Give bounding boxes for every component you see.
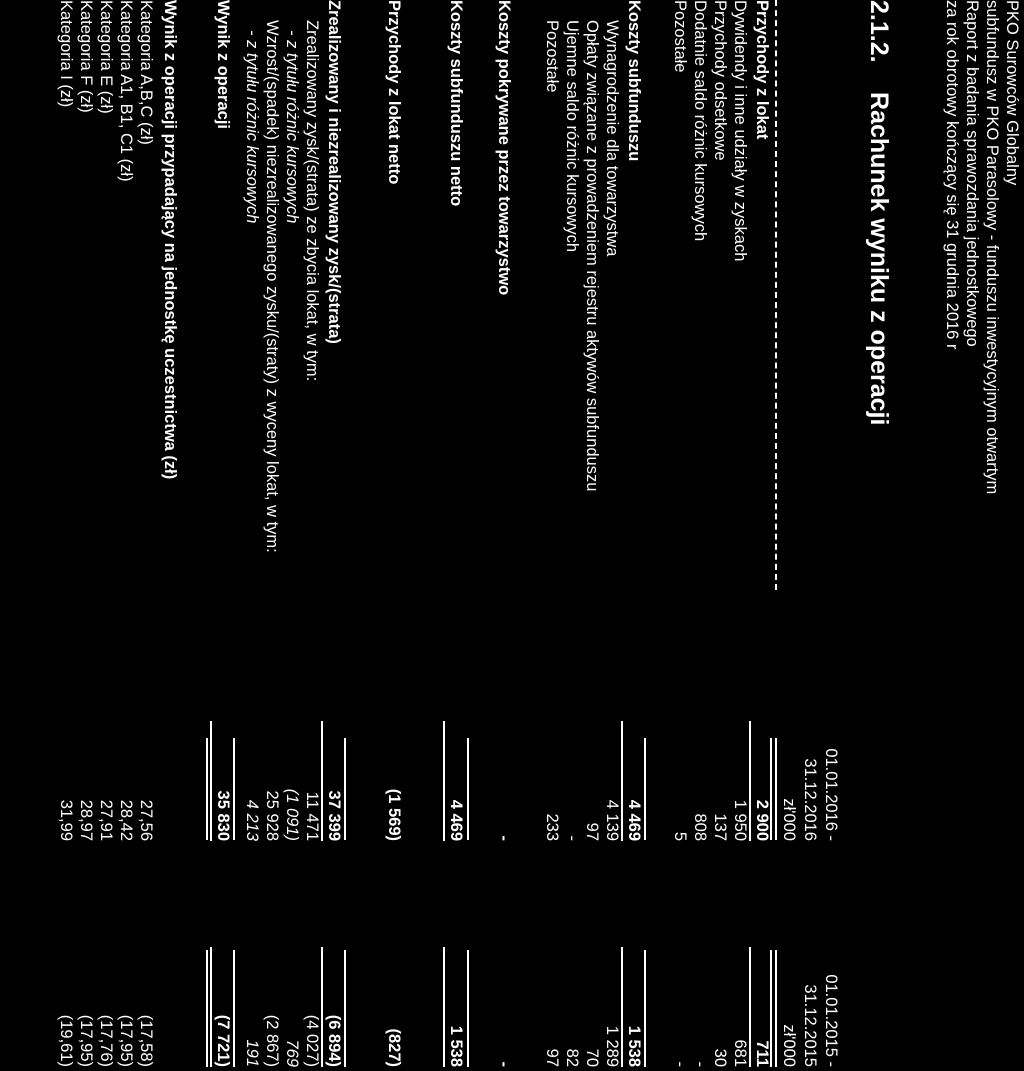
fund-name: PKO Surowców Globalny — [1003, 0, 1021, 186]
row-label: Kategoria A1, B1, C1 (zł) — [117, 0, 135, 182]
col1-header-rule — [775, 738, 777, 840]
value-2016: 97 — [583, 822, 601, 841]
value-2016: 233 — [543, 813, 561, 841]
col2-rule-net-costs — [467, 950, 469, 1067]
table-row — [751, 0, 773, 1071]
value-2016: 5 — [671, 831, 689, 841]
value-2015: 681 — [731, 1039, 749, 1067]
value-2015: (17,76) — [97, 1014, 115, 1067]
value-2016: (1 091) — [283, 788, 301, 841]
value-2015: 1 538 — [621, 947, 645, 1067]
value-2016: 4 213 — [243, 799, 261, 841]
row-label: Opłaty związane z prowadzeniem rejestru aktywów subfunduszu — [583, 20, 601, 492]
row-label: Dywidendy i inne udziały w zyskach — [731, 0, 749, 262]
value-2016: - — [563, 835, 581, 841]
table-row — [689, 0, 711, 1071]
value-2015: - — [495, 1061, 513, 1067]
col2-date-to: 31.12.2015 — [801, 984, 819, 1067]
table-row — [709, 0, 731, 1071]
value-2016: 808 — [691, 813, 709, 841]
row-label: Przychody odsetkowe — [711, 0, 729, 161]
row-label: Koszty pokrywane przez towarzystwo — [495, 0, 513, 296]
row-label: Dodatnie saldo różnic kursowych — [691, 0, 709, 242]
value-2015: 1 538 — [443, 947, 467, 1067]
table-row — [261, 0, 283, 1071]
value-2015: (17,95) — [77, 1014, 95, 1067]
value-2016: 137 — [711, 813, 729, 841]
row-label: Wynagrodzenie dla towarzystwa — [603, 20, 621, 257]
table-row — [281, 0, 303, 1071]
col1-double-rule — [206, 738, 208, 840]
value-2015: (827) — [385, 1028, 403, 1067]
column-header-2015 — [778, 947, 841, 1067]
table-row — [623, 0, 645, 1071]
value-2016: 27,91 — [97, 799, 115, 841]
value-2016: 28,97 — [77, 799, 95, 841]
table-row — [159, 0, 181, 1071]
report-period: za rok obrotowy kończący się 31 grudnia 2016 r — [943, 0, 961, 350]
row-label: Koszty subfunduszu — [625, 0, 643, 162]
table-row — [669, 0, 691, 1071]
value-2015: 30 — [711, 1048, 729, 1067]
table-row — [601, 0, 623, 1071]
value-2016: 11 471 — [303, 791, 321, 841]
col2-double-rule — [206, 950, 208, 1067]
row-label: Przychody z lokat — [753, 0, 771, 140]
row-label: Zrealizowany i niezrealizowany zysk/(strata) — [325, 0, 343, 344]
header-separator — [775, 0, 777, 590]
value-2016: 27,56 — [137, 799, 155, 841]
row-label: Pozostałe — [543, 20, 561, 93]
value-2015: 1 289 — [603, 1025, 621, 1067]
row-label: - z tytułu różnic kursowych — [283, 30, 301, 224]
table-row — [95, 0, 117, 1071]
table-row — [75, 0, 97, 1071]
col1-date-to: 31.12.2016 — [801, 758, 819, 841]
row-label: - z tytułu różnic kursowych — [243, 30, 261, 224]
table-row — [135, 0, 157, 1071]
value-2015: (2 867) — [263, 1014, 281, 1067]
column-header-2016 — [778, 721, 841, 841]
value-2015: (19,61) — [57, 1014, 75, 1067]
table-row — [729, 0, 751, 1071]
table-row — [383, 0, 405, 1071]
value-2015: 97 — [543, 1048, 561, 1067]
value-2016: 31,99 — [57, 799, 75, 841]
value-2015: 191 — [243, 1039, 261, 1067]
value-2016: 4 139 — [603, 799, 621, 841]
table-row — [55, 0, 77, 1071]
col2-unit: zł'000 — [780, 1024, 798, 1067]
col1-date-from: 01.01.2016 - — [822, 748, 840, 841]
value-2016: 35 830 — [210, 721, 234, 841]
table-row — [115, 0, 137, 1071]
row-label: Kategoria E (zł) — [97, 0, 115, 114]
value-2016: 4 469 — [621, 721, 645, 841]
table-row — [541, 0, 563, 1071]
row-label: Wynik z operacji — [214, 0, 232, 129]
col2-date-from: 01.01.2015 - — [822, 974, 840, 1067]
value-2016: 25 928 — [263, 790, 281, 841]
value-2016: 28,42 — [117, 799, 135, 841]
section-number: 2.1.2. — [865, 0, 893, 63]
subfund-description: subfundusz w PKO Parasolowy - funduszu inwestycyjnym otwartym — [983, 0, 1001, 495]
row-label: Kategoria A,B,C (zł) — [137, 0, 155, 145]
value-2016: - — [495, 835, 513, 841]
section-heading — [864, 0, 893, 425]
col1-unit: zł'000 — [780, 798, 798, 841]
value-2015: 82 — [563, 1048, 581, 1067]
row-label: Zrealizowany zysk/(strata) ze zbycia lokat, w tym: — [303, 20, 321, 382]
table-row — [445, 0, 467, 1071]
value-2015: 769 — [283, 1039, 301, 1067]
row-label: Pozostałe — [671, 0, 689, 73]
row-label: Kategoria I (zł) — [57, 0, 75, 108]
value-2015: (6 894) — [321, 947, 345, 1067]
table-row — [581, 0, 603, 1071]
row-label: Koszty subfunduszu netto — [447, 0, 465, 207]
value-2015: - — [691, 1061, 709, 1067]
value-2015: (17,95) — [117, 1014, 135, 1067]
col1-rule-net-costs — [467, 738, 469, 840]
value-2015: - — [671, 1061, 689, 1067]
value-2016: 37 399 — [321, 721, 345, 841]
value-2015: 711 — [749, 947, 773, 1067]
row-label: Wynik z operacji przypadający na jednostkę uczestnictwa (zł) — [161, 0, 179, 480]
table-row — [561, 0, 583, 1071]
table-row — [323, 0, 345, 1071]
col2-header-rule — [775, 950, 777, 1067]
table-row — [241, 0, 263, 1071]
row-label: Kategoria F (zł) — [77, 0, 95, 113]
value-2015: (4 027) — [303, 1014, 321, 1067]
value-2015: (17,58) — [137, 1014, 155, 1067]
value-2015: 70 — [583, 1048, 601, 1067]
row-label: Przychody z lokat netto — [385, 0, 403, 185]
table-row — [493, 0, 515, 1071]
row-label: Ujemne saldo różnic kursowych — [563, 20, 581, 253]
report-type: Raport z badania sprawozdania jednostkowego — [963, 0, 981, 347]
section-title: Rachunek wyniku z operacji — [865, 92, 893, 426]
table-row — [212, 0, 234, 1071]
value-2016: (1 569) — [385, 788, 403, 841]
table-row — [301, 0, 323, 1071]
value-2016: 4 469 — [443, 721, 467, 841]
value-2016: 2 900 — [749, 721, 773, 841]
value-2015: (7 721) — [210, 947, 234, 1067]
row-label: Wzrost/(spadek) niezrealizowanego zysku/(straty) z wyceny lokat, w tym: — [263, 20, 281, 553]
value-2016: 1 950 — [731, 799, 749, 841]
